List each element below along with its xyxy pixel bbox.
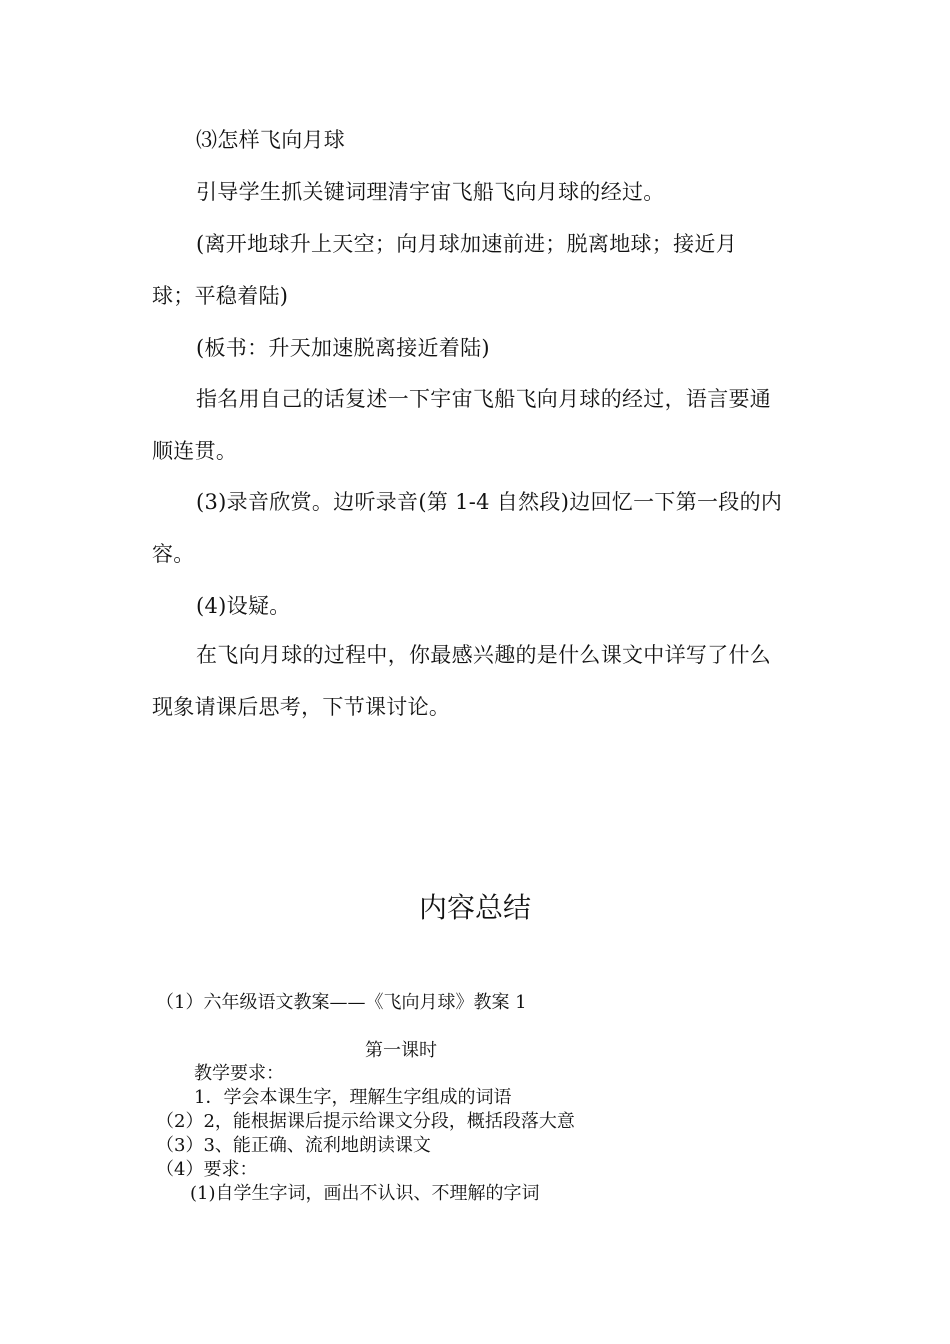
summary-line: （4）要求：: [156, 1159, 258, 1180]
summary-line: 1．学会本课生字，理解生字组成的词语: [194, 1087, 512, 1108]
paragraph-line: ⑶怎样飞向月球: [196, 128, 346, 152]
paragraph-line: 指名用自己的话复述一下宇宙飞船飞向月球的经过，语言要通: [196, 387, 772, 411]
summary-line: （1）六年级语文教案——《飞向月球》教案 1: [156, 992, 527, 1013]
paragraph-line: (离开地球升上天空；向月球加速前进；脱离地球；接近月: [196, 232, 737, 256]
paragraph-line: (4)设疑。: [196, 594, 291, 618]
summary-line: （3）3、能正确、流利地朗读课文: [156, 1135, 431, 1156]
summary-line: 第一课时: [365, 1040, 437, 1061]
paragraph-line: (板书：升天加速脱离接近着陆): [196, 336, 490, 360]
paragraph-line: 在飞向月球的过程中，你最感兴趣的是什么课文中详写了什么: [196, 643, 772, 667]
summary-line: 教学要求：: [194, 1063, 284, 1084]
summary-title: 内容总结: [418, 891, 531, 924]
summary-line: (1)自学生字词，画出不认识、不理解的字词: [190, 1183, 540, 1204]
paragraph-line: 容。: [152, 542, 195, 566]
paragraph-line: 现象请课后思考，下节课讨论。: [152, 695, 451, 719]
paragraph-line: 引导学生抓关键词理清宇宙飞船飞向月球的经过。: [196, 180, 665, 204]
paragraph-line: (3)录音欣赏。边听录音(第 1-4 自然段)边回忆一下第一段的内: [196, 490, 783, 514]
paragraph-line: 球；平稳着陆): [152, 284, 289, 308]
summary-line: （2）2，能根据课后提示给课文分段，概括段落大意: [156, 1111, 575, 1132]
paragraph-line: 顺连贯。: [152, 439, 238, 463]
